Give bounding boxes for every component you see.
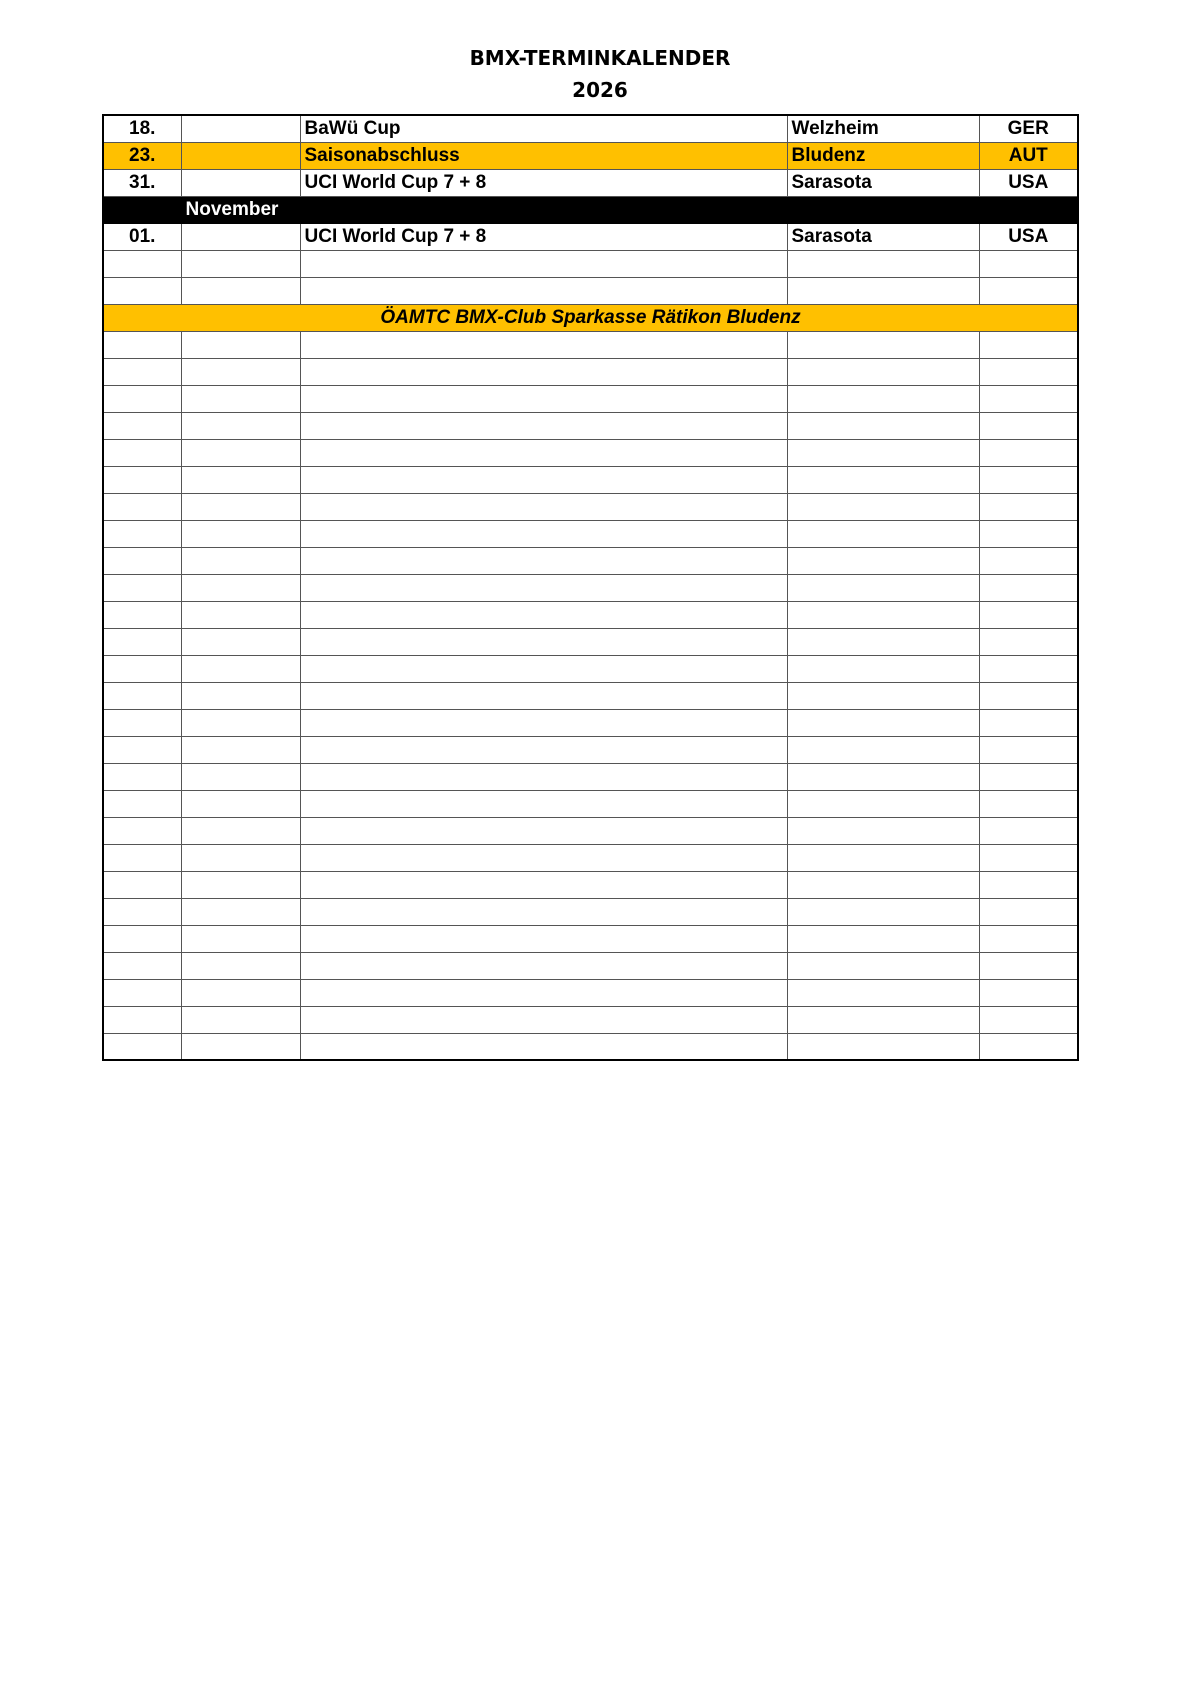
location-cell: Sarasota <box>787 169 979 196</box>
empty-cell <box>979 952 1078 979</box>
empty-cell <box>181 574 300 601</box>
empty-cell <box>300 898 787 925</box>
event-cell: BaWü Cup <box>300 115 787 142</box>
location-cell: Welzheim <box>787 115 979 142</box>
empty-row <box>103 628 1078 655</box>
empty-cell <box>787 898 979 925</box>
month-label: November <box>181 196 1078 223</box>
day-cell: 23. <box>103 142 181 169</box>
empty-row <box>103 385 1078 412</box>
empty-cell <box>300 655 787 682</box>
empty-cell <box>103 979 181 1006</box>
empty-row <box>103 520 1078 547</box>
extra-cell <box>181 115 300 142</box>
empty-cell <box>300 790 787 817</box>
empty-cell <box>979 358 1078 385</box>
empty-row <box>103 547 1078 574</box>
empty-cell <box>300 520 787 547</box>
country-cell: GER <box>979 115 1078 142</box>
day-cell: 31. <box>103 169 181 196</box>
empty-cell <box>979 628 1078 655</box>
empty-cell <box>181 655 300 682</box>
empty-row <box>103 979 1078 1006</box>
empty-cell <box>181 790 300 817</box>
empty-row <box>103 709 1078 736</box>
empty-cell <box>103 277 181 304</box>
table-row <box>103 169 1078 196</box>
empty-cell <box>181 277 300 304</box>
empty-cell <box>979 898 1078 925</box>
empty-row <box>103 871 1078 898</box>
empty-cell <box>181 709 300 736</box>
empty-cell <box>300 601 787 628</box>
empty-cell <box>300 385 787 412</box>
empty-cell <box>103 439 181 466</box>
empty-cell <box>103 817 181 844</box>
empty-cell <box>787 790 979 817</box>
empty-cell <box>979 763 1078 790</box>
empty-cell <box>787 979 979 1006</box>
empty-cell <box>181 358 300 385</box>
empty-cell <box>181 979 300 1006</box>
empty-cell <box>181 682 300 709</box>
calendar-table <box>102 114 1079 1061</box>
empty-cell <box>300 547 787 574</box>
event-cell: UCI World Cup 7 + 8 <box>300 223 787 250</box>
empty-cell <box>103 547 181 574</box>
empty-cell <box>787 574 979 601</box>
empty-cell <box>979 547 1078 574</box>
empty-cell <box>103 1033 181 1060</box>
empty-cell <box>103 763 181 790</box>
empty-cell <box>103 601 181 628</box>
event-cell: Saisonabschluss <box>300 142 787 169</box>
empty-cell <box>979 493 1078 520</box>
empty-cell <box>300 439 787 466</box>
empty-cell <box>300 1006 787 1033</box>
empty-cell <box>181 547 300 574</box>
country-cell: AUT <box>979 142 1078 169</box>
empty-cell <box>979 385 1078 412</box>
empty-cell <box>103 520 181 547</box>
empty-cell <box>979 1006 1078 1033</box>
empty-row <box>103 898 1078 925</box>
empty-cell <box>300 736 787 763</box>
empty-row <box>103 736 1078 763</box>
empty-cell <box>979 520 1078 547</box>
empty-cell <box>103 871 181 898</box>
empty-cell <box>181 439 300 466</box>
empty-cell <box>103 250 181 277</box>
empty-cell <box>103 925 181 952</box>
empty-cell <box>103 736 181 763</box>
empty-cell <box>300 844 787 871</box>
empty-cell <box>787 709 979 736</box>
empty-cell <box>787 412 979 439</box>
empty-cell <box>979 574 1078 601</box>
empty-cell <box>181 331 300 358</box>
empty-row <box>103 1033 1078 1060</box>
empty-cell <box>103 898 181 925</box>
empty-row <box>103 331 1078 358</box>
empty-cell <box>787 601 979 628</box>
empty-row <box>103 493 1078 520</box>
empty-row <box>103 601 1078 628</box>
empty-cell <box>787 682 979 709</box>
empty-cell <box>300 466 787 493</box>
empty-row <box>103 655 1078 682</box>
empty-cell <box>787 547 979 574</box>
day-cell: 18. <box>103 115 181 142</box>
empty-cell <box>103 952 181 979</box>
empty-cell <box>787 277 979 304</box>
country-cell: USA <box>979 223 1078 250</box>
page-year: 2026 <box>572 78 628 102</box>
empty-cell <box>787 817 979 844</box>
club-banner-row <box>103 304 1078 331</box>
empty-cell <box>787 385 979 412</box>
empty-cell <box>103 844 181 871</box>
empty-row <box>103 466 1078 493</box>
empty-cell <box>979 331 1078 358</box>
day-cell: 01. <box>103 223 181 250</box>
empty-row <box>103 925 1078 952</box>
empty-cell <box>103 466 181 493</box>
empty-row <box>103 358 1078 385</box>
table-row <box>103 115 1078 142</box>
empty-cell <box>787 331 979 358</box>
empty-cell <box>300 358 787 385</box>
empty-cell <box>103 682 181 709</box>
extra-cell <box>181 223 300 250</box>
empty-cell <box>300 574 787 601</box>
empty-cell <box>181 763 300 790</box>
month-spacer <box>103 196 181 223</box>
empty-cell <box>787 1033 979 1060</box>
empty-cell <box>979 439 1078 466</box>
empty-cell <box>787 466 979 493</box>
empty-cell <box>787 628 979 655</box>
page-title: BMX-TERMINKALENDER <box>469 46 731 70</box>
empty-cell <box>103 709 181 736</box>
empty-cell <box>300 493 787 520</box>
empty-row <box>103 790 1078 817</box>
empty-cell <box>979 250 1078 277</box>
empty-cell <box>103 574 181 601</box>
event-cell: UCI World Cup 7 + 8 <box>300 169 787 196</box>
empty-row <box>103 952 1078 979</box>
empty-cell <box>787 439 979 466</box>
empty-cell <box>300 763 787 790</box>
empty-cell <box>181 952 300 979</box>
empty-cell <box>787 493 979 520</box>
empty-cell <box>103 331 181 358</box>
extra-cell <box>181 142 300 169</box>
country-cell: USA <box>979 169 1078 196</box>
empty-cell <box>103 493 181 520</box>
empty-cell <box>787 952 979 979</box>
empty-cell <box>300 682 787 709</box>
location-cell: Sarasota <box>787 223 979 250</box>
empty-cell <box>787 655 979 682</box>
empty-cell <box>181 385 300 412</box>
empty-cell <box>979 817 1078 844</box>
empty-cell <box>979 709 1078 736</box>
empty-cell <box>979 979 1078 1006</box>
empty-row <box>103 277 1078 304</box>
empty-cell <box>181 898 300 925</box>
empty-cell <box>300 277 787 304</box>
empty-cell <box>103 655 181 682</box>
empty-cell <box>181 1033 300 1060</box>
empty-cell <box>300 250 787 277</box>
empty-cell <box>300 412 787 439</box>
empty-cell <box>979 790 1078 817</box>
empty-cell <box>979 844 1078 871</box>
empty-cell <box>181 871 300 898</box>
empty-cell <box>181 493 300 520</box>
empty-cell <box>300 925 787 952</box>
empty-row <box>103 412 1078 439</box>
empty-cell <box>103 790 181 817</box>
month-header-row <box>103 196 1078 223</box>
empty-cell <box>979 655 1078 682</box>
empty-row <box>103 844 1078 871</box>
empty-cell <box>181 412 300 439</box>
empty-cell <box>787 871 979 898</box>
empty-cell <box>300 871 787 898</box>
empty-row <box>103 574 1078 601</box>
empty-cell <box>787 763 979 790</box>
empty-cell <box>103 412 181 439</box>
empty-cell <box>787 358 979 385</box>
table-row-highlighted <box>103 142 1078 169</box>
empty-cell <box>300 1033 787 1060</box>
empty-cell <box>181 466 300 493</box>
empty-cell <box>103 358 181 385</box>
empty-row <box>103 439 1078 466</box>
empty-cell <box>181 1006 300 1033</box>
empty-row <box>103 1006 1078 1033</box>
empty-cell <box>300 331 787 358</box>
empty-cell <box>181 520 300 547</box>
empty-cell <box>979 925 1078 952</box>
empty-cell <box>103 385 181 412</box>
empty-cell <box>300 979 787 1006</box>
empty-cell <box>979 871 1078 898</box>
empty-row <box>103 250 1078 277</box>
empty-cell <box>979 412 1078 439</box>
empty-cell <box>181 844 300 871</box>
empty-cell <box>300 952 787 979</box>
location-cell: Bludenz <box>787 142 979 169</box>
extra-cell <box>181 169 300 196</box>
empty-cell <box>979 682 1078 709</box>
empty-cell <box>181 925 300 952</box>
empty-cell <box>979 466 1078 493</box>
empty-cell <box>181 601 300 628</box>
empty-cell <box>979 601 1078 628</box>
empty-cell <box>787 736 979 763</box>
empty-cell <box>103 628 181 655</box>
empty-row <box>103 682 1078 709</box>
empty-cell <box>300 628 787 655</box>
empty-row <box>103 817 1078 844</box>
empty-cell <box>787 250 979 277</box>
empty-cell <box>979 736 1078 763</box>
empty-cell <box>181 736 300 763</box>
empty-cell <box>787 844 979 871</box>
club-name: ÖAMTC BMX-Club Sparkasse Rätikon Bludenz <box>103 304 1078 331</box>
empty-cell <box>787 520 979 547</box>
empty-cell <box>787 925 979 952</box>
empty-cell <box>181 250 300 277</box>
empty-cell <box>300 709 787 736</box>
empty-cell <box>300 817 787 844</box>
empty-cell <box>787 1006 979 1033</box>
empty-row <box>103 763 1078 790</box>
empty-cell <box>979 1033 1078 1060</box>
empty-cell <box>181 628 300 655</box>
empty-cell <box>181 817 300 844</box>
table-row <box>103 223 1078 250</box>
empty-cell <box>979 277 1078 304</box>
empty-cell <box>103 1006 181 1033</box>
